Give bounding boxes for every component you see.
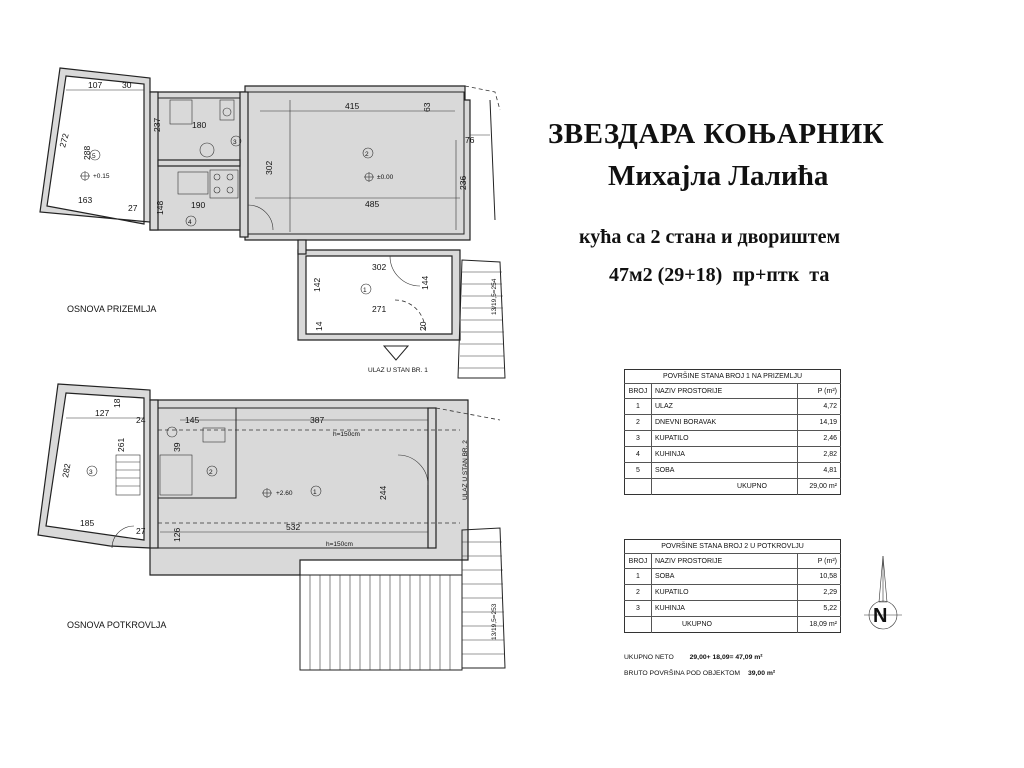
room-number: 5 xyxy=(92,153,96,160)
room-number: 2 xyxy=(209,469,213,476)
bruto-value: 39,00 m² xyxy=(747,670,776,677)
dimension: 144 xyxy=(420,275,430,290)
dimension: 148 xyxy=(155,200,165,215)
area-table-flat-2 xyxy=(624,539,841,633)
table-header: NAZIV PROSTORIJE xyxy=(652,384,798,399)
svg-text:N: N xyxy=(873,605,888,627)
dimension: 415 xyxy=(345,101,360,111)
dimension: 76 xyxy=(465,135,475,145)
dimension: 20 xyxy=(418,321,428,331)
project-title: ЗВЕЗДАРА КОЊАРНИК xyxy=(548,118,885,150)
roof-hatching xyxy=(300,575,462,670)
area-summary-title: 47м2 (29+18) пр+птк та xyxy=(609,264,830,286)
bruto-label: BRUTO POVRŠINA POD OBJEKTOM xyxy=(624,670,741,677)
dimension: 27 xyxy=(128,203,138,213)
dimension: 282 xyxy=(60,462,73,479)
dimension: 387 xyxy=(310,415,325,425)
dimension: 485 xyxy=(365,199,380,209)
neto-label: UKUPNO NETO xyxy=(624,654,674,661)
room-number: 4 xyxy=(188,219,192,226)
table-row: 3 KUHINJA 5,22 xyxy=(625,601,841,617)
level-label: ±0.00 xyxy=(377,174,394,181)
level-marker-icon xyxy=(80,171,90,181)
dimension: 142 xyxy=(312,277,322,292)
entrance-label: ULAZ U STAN BR. 1 xyxy=(368,367,428,374)
level-label: +0.15 xyxy=(93,173,110,180)
table-total-row: UKUPNO 18,09 m² xyxy=(625,617,841,633)
ground-floor-plan xyxy=(40,68,505,378)
dimension: 107 xyxy=(88,80,103,90)
table-header: BROJ xyxy=(625,554,652,569)
dimension: 236 xyxy=(458,175,468,190)
dimension: 63 xyxy=(422,102,432,112)
stair-label: 13/19,5=254 xyxy=(491,278,498,315)
table-header: P (m²) xyxy=(798,384,841,399)
room-number: 3 xyxy=(89,469,93,476)
dimension: 126 xyxy=(172,527,182,542)
table-row: 1 SOBA 10,58 xyxy=(625,569,841,585)
dimension: 302 xyxy=(264,160,274,175)
north-arrow-icon xyxy=(864,556,902,629)
ground-stair xyxy=(458,260,505,378)
attic-plan xyxy=(38,384,505,670)
table-header: P (m²) xyxy=(798,554,841,569)
dimension: 261 xyxy=(116,437,126,452)
dimension: 288 xyxy=(82,145,92,160)
table-row: 2 DNEVNI BORAVAK 14,19 xyxy=(625,415,841,431)
dimension: 145 xyxy=(185,415,200,425)
stair-label: 13/19,5=253 xyxy=(491,603,498,640)
dimension: 244 xyxy=(378,485,388,500)
table-header: BROJ xyxy=(625,384,652,399)
table-caption: POVRŠINE STANA BROJ 2 U POTKROVLJU xyxy=(661,543,804,550)
dimension: 271 xyxy=(372,304,387,314)
table-row: 1 ULAZ 4,72 xyxy=(625,399,841,415)
table-row: 5 SOBA 4,81 xyxy=(625,463,841,479)
table-row: 2 KUPATILO 2,29 xyxy=(625,585,841,601)
neto-value: 29,00+ 18,09= 47,09 m² xyxy=(689,654,763,661)
dimension: 190 xyxy=(191,200,206,210)
dimension: 532 xyxy=(286,522,301,532)
dimension: 127 xyxy=(95,408,110,418)
dimension: 39 xyxy=(172,442,182,452)
table-row: 4 KUHINJA 2,82 xyxy=(625,447,841,463)
dimension: 27 xyxy=(136,526,146,536)
room-number: 1 xyxy=(363,287,367,294)
dimension: 30 xyxy=(122,80,132,90)
dimension: 24 xyxy=(136,415,146,425)
dimension: 302 xyxy=(372,262,387,272)
table-caption: POVRŠINE STANA BROJ 1 NA PRIZEMLJU xyxy=(662,373,803,380)
neto-summary xyxy=(624,654,763,661)
level-label: +2.60 xyxy=(276,490,293,497)
attic-label: OSNOVA POTKROVLJA xyxy=(67,620,167,630)
bruto-summary xyxy=(624,670,775,677)
dimension: 163 xyxy=(78,195,93,205)
entrance-label: ULAZ U STAN BR. 2 xyxy=(462,440,469,500)
dimension: 180 xyxy=(192,120,207,130)
table-row: 3 KUPATILO 2,46 xyxy=(625,431,841,447)
dimension: 18 xyxy=(112,398,122,408)
area-table-flat-1 xyxy=(624,369,841,495)
room-number: 3 xyxy=(233,139,237,146)
ground-floor-label: OSNOVA PRIZEMLJA xyxy=(67,304,157,314)
height-note: h=150cm xyxy=(333,431,360,438)
room-number: 2 xyxy=(365,151,369,158)
table-total-row: UKUPNO 29,00 m² xyxy=(625,479,841,495)
room-number: 1 xyxy=(313,489,317,496)
table-header: NAZIV PROSTORIJE xyxy=(652,554,798,569)
dimension: 272 xyxy=(57,132,71,149)
height-note: h=150cm xyxy=(326,541,353,548)
dimension: 237 xyxy=(152,117,162,132)
dimension: 14 xyxy=(314,321,324,331)
house-description: кућа са 2 стана и двориштем xyxy=(579,226,841,248)
dimension: 185 xyxy=(80,518,95,528)
street-name: Михајла Лалића xyxy=(608,160,829,192)
